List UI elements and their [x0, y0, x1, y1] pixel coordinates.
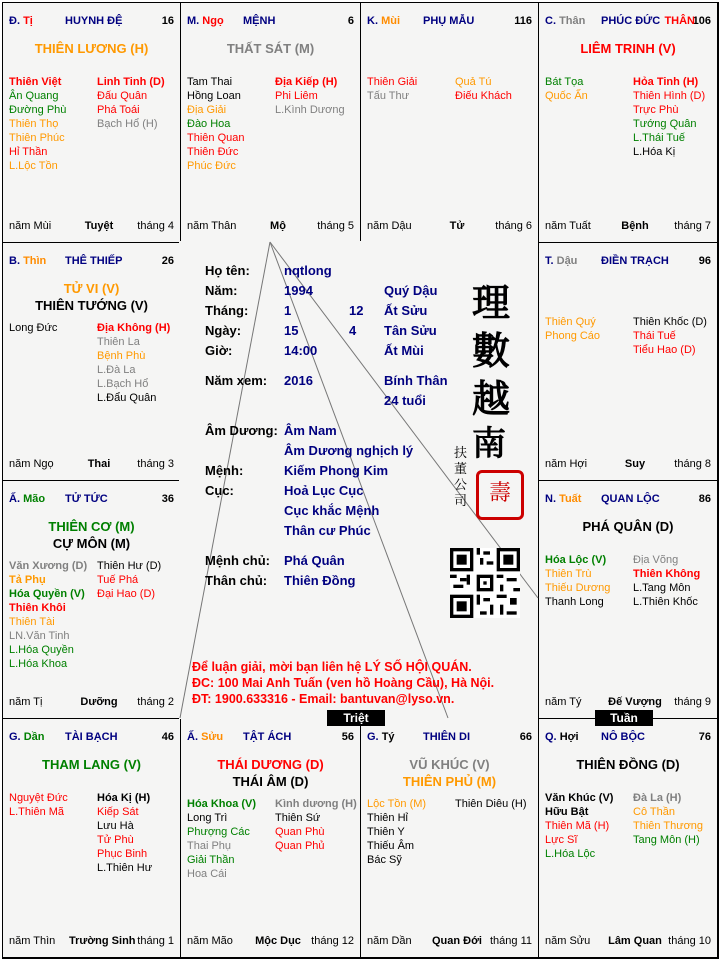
- minor-star: Tam Thai: [187, 76, 233, 88]
- palace-name: HUYNH ĐỆ: [65, 15, 123, 27]
- minor-star: Thiên Việt: [9, 76, 62, 88]
- palace-month: tháng 3: [137, 458, 174, 470]
- palace-branch: Tị: [23, 15, 33, 27]
- minor-star: Thiên Sứ: [275, 812, 321, 824]
- palace-life-stage: Đế Vượng: [608, 696, 662, 708]
- calligraphy-side-char: 扶: [454, 446, 468, 461]
- minor-star: Hóa Lộc (V): [545, 554, 607, 566]
- minor-star: Địa Võng: [633, 554, 679, 566]
- palace-month: tháng 6: [495, 220, 532, 232]
- palace-life-stage: Mộc Dục: [255, 935, 301, 947]
- day-lunar: Tân Sửu: [384, 323, 437, 338]
- palace-major-limit: 36: [161, 493, 174, 505]
- palace-month: tháng 12: [311, 935, 354, 947]
- minor-star: L.Thái Tuế: [633, 132, 685, 144]
- main-star: THAM LANG (V): [42, 757, 141, 772]
- minor-star: L.Đẩu Quân: [97, 392, 157, 404]
- name-value: nqtlong: [284, 263, 332, 278]
- minor-star: Thiếu Dương: [545, 582, 611, 594]
- palace-life-stage: Tuyệt: [84, 220, 114, 232]
- hour-lunar: Ất Mùi: [384, 343, 424, 358]
- palace-branch: Mão: [23, 493, 46, 505]
- month-lunar-num: 12: [349, 303, 364, 318]
- minor-star: Địa Giải: [187, 104, 227, 116]
- palace-branch: Ngọ: [202, 15, 224, 27]
- minor-star: Hỉ Thần: [9, 146, 48, 158]
- month-solar: 1: [284, 303, 292, 318]
- palace-year: năm Dậu: [367, 220, 412, 232]
- palace-name: NÔ BỘC: [601, 731, 645, 743]
- palace-stem-letter: Ấ.: [9, 493, 20, 505]
- minor-star: Trực Phù: [633, 104, 679, 116]
- palace-life-stage: Bệnh: [621, 220, 649, 232]
- minor-star: Thai Phụ: [187, 840, 232, 852]
- minor-star: LN.Văn Tinh: [9, 630, 70, 642]
- palace-year: năm Tuất: [545, 220, 591, 232]
- minor-star: Thiên Giải: [367, 76, 418, 88]
- palace-branch: Thân: [559, 15, 586, 27]
- calligraphy-char: 理: [472, 280, 511, 325]
- palace-branch: Dần: [23, 731, 45, 743]
- palace-name: QUAN LỘC: [601, 493, 660, 505]
- minor-star: Thiên Hỉ: [367, 812, 408, 824]
- main-star: THIÊN ĐỒNG (D): [576, 757, 680, 772]
- palace-year: năm Thìn: [9, 935, 56, 947]
- palace-major-limit: 46: [161, 731, 174, 743]
- palace-stem-letter: B.: [9, 255, 20, 267]
- palace-life-stage: Quan Đới: [432, 935, 482, 947]
- minor-star: Hữu Bật: [545, 806, 589, 818]
- main-star: THIÊN LƯƠNG (H): [34, 41, 149, 56]
- minor-star: Lộc Tồn (M): [367, 798, 427, 810]
- yinyang-value: Âm Nam: [284, 423, 337, 438]
- palace-year: năm Tý: [545, 696, 582, 708]
- minor-star: Quan Phù: [275, 826, 325, 838]
- minor-star: Thiên Diêu (H): [455, 798, 527, 810]
- minor-star: Kiếp Sát: [97, 806, 139, 818]
- palace-branch: Tý: [381, 731, 395, 743]
- palace-stem-letter: M.: [187, 15, 200, 27]
- palace-major-limit: 26: [161, 255, 174, 267]
- palace-major-limit: 106: [692, 15, 711, 27]
- palace-branch: Hợi: [559, 731, 579, 743]
- minor-star: Thiên Thương: [633, 820, 704, 832]
- minor-star: L.Thiên Hư: [97, 862, 153, 874]
- contact-line: Để luận giải, mời bạn liên hệ LÝ SỐ HỘI QUÁN.: [192, 660, 472, 674]
- month-lunar: Ất Sửu: [384, 303, 428, 318]
- palace-year: năm Tị: [9, 696, 43, 708]
- palace-stem-letter: G.: [367, 731, 379, 743]
- minor-star: Hóa Khoa (V): [187, 798, 257, 810]
- view-year: 2016: [284, 373, 313, 388]
- minor-star: Đường Phù: [9, 104, 67, 116]
- palace-month: tháng 4: [137, 220, 174, 232]
- minor-star: Điếu Khách: [455, 90, 512, 102]
- minor-star: Thiên Hình (D): [633, 90, 706, 102]
- minor-star: Phượng Các: [187, 826, 250, 838]
- minor-star: Tử Phù: [97, 834, 134, 846]
- palace-month: tháng 7: [674, 220, 711, 232]
- day-lunar-num: 4: [349, 323, 357, 338]
- minor-star: Thiên Quan: [187, 132, 245, 144]
- minor-star: Thiên Thọ: [9, 118, 59, 130]
- palace-life-stage: Suy: [624, 458, 646, 470]
- minor-star: Long Trì: [187, 812, 228, 824]
- palace-stem-letter: Đ.: [9, 15, 20, 27]
- cuc-note-1: Cục khắc Mệnh: [284, 503, 380, 518]
- minor-star: Thiên Quý: [545, 316, 596, 328]
- palace-branch: Tuất: [559, 493, 582, 505]
- palace-year: năm Dần: [367, 935, 412, 947]
- calligraphy-char: 越: [472, 376, 511, 421]
- minor-star: Quả Tú: [455, 76, 492, 88]
- main-star: THIÊN CƠ (M): [48, 519, 135, 534]
- minor-star: Thanh Long: [545, 596, 604, 608]
- minor-star: Lưu Hà: [97, 820, 134, 832]
- palace-name: PHÚC ĐỨC: [601, 15, 661, 27]
- contact-phone-email[interactable]: ĐT: 1900.633316 - Email: bantuvan@lyso.vn.: [192, 692, 455, 706]
- minor-star: Địa Không (H): [97, 322, 171, 334]
- palace-stem-letter: N.: [545, 493, 556, 505]
- minor-star: Thiên Khôi: [9, 602, 66, 614]
- minor-star: L.Hóa Kị: [633, 146, 676, 158]
- minor-star: Linh Tinh (D): [97, 76, 165, 88]
- minor-star: Thiên Hư (D): [97, 560, 162, 572]
- minor-star: L.Tang Môn: [633, 582, 691, 594]
- palace-name: MỆNH: [243, 15, 276, 27]
- minor-star: Thiên Tài: [9, 616, 55, 628]
- than-chu-value: Thiên Đồng: [284, 573, 356, 588]
- cuc-note-2: Thân cư Phúc: [284, 523, 371, 538]
- minor-star: Lực Sĩ: [545, 834, 578, 846]
- palace-life-stage: Lâm Quan: [608, 935, 662, 947]
- palace-branch: Sửu: [201, 731, 224, 743]
- minor-star: L.Lộc Tồn: [9, 160, 58, 172]
- palace-month: tháng 2: [137, 696, 174, 708]
- minor-star: Cô Thần: [633, 806, 675, 818]
- palace-name: TÀI BẠCH: [65, 731, 118, 743]
- minor-star: Thiên Y: [367, 826, 405, 838]
- main-star: LIÊM TRINH (V): [580, 41, 676, 56]
- palace-life-stage: Dưỡng: [80, 696, 118, 708]
- palace-name: TỬ TỨC: [65, 493, 108, 505]
- minor-star: Tiểu Hao (D): [633, 344, 696, 356]
- palace-life-stage: Trường Sinh: [69, 935, 136, 947]
- palace-major-limit: 66: [519, 731, 532, 743]
- minor-star: L.Bạch Hổ: [97, 378, 149, 390]
- menh-chu-value: Phá Quân: [284, 553, 345, 568]
- minor-star: Phục Binh: [97, 848, 148, 860]
- minor-star: Bệnh Phù: [97, 350, 146, 362]
- palace-name: THÊ THIẾP: [65, 255, 123, 267]
- triet-marker: Triệt: [327, 710, 385, 726]
- menh-chu-label: Mệnh chủ:: [205, 553, 270, 568]
- minor-star: Phong Cáo: [545, 330, 601, 342]
- minor-star: Nguyệt Đức: [9, 792, 68, 804]
- palace-branch: Thìn: [23, 255, 47, 267]
- palace-major-limit: 56: [341, 731, 354, 743]
- palace-stem-letter: Ấ.: [187, 731, 198, 743]
- main-star: THIÊN TƯỚNG (V): [35, 298, 148, 313]
- minor-star: Thiên Đức: [187, 146, 239, 158]
- minor-star: Hoa Cái: [187, 868, 227, 880]
- palace-major-limit: 16: [161, 15, 174, 27]
- minor-star: Văn Khúc (V): [545, 792, 614, 804]
- palace-name: ĐIỀN TRẠCH: [601, 255, 669, 267]
- year-lunar: Quý Dậu: [384, 283, 438, 298]
- main-star: VŨ KHÚC (V): [409, 757, 490, 772]
- hour-value: 14:00: [284, 343, 318, 358]
- minor-star: Thiên Không: [633, 568, 701, 580]
- minor-star: Hồng Loan: [187, 90, 241, 102]
- main-star: TỬ VI (V): [63, 281, 120, 296]
- minor-star: Phúc Đức: [187, 160, 236, 172]
- yinyang-label: Âm Dương:: [205, 423, 278, 438]
- palace-stem-letter: Q.: [545, 731, 557, 743]
- tuan-marker: Tuần: [595, 710, 653, 726]
- year-label: Năm:: [205, 283, 238, 298]
- minor-star: L.Kình Dương: [275, 104, 345, 116]
- palace-month: tháng 9: [674, 696, 711, 708]
- minor-star: Địa Kiếp (H): [275, 76, 338, 88]
- cuc-value: Hoả Lục Cục: [284, 483, 364, 498]
- main-star: THẤT SÁT (M): [226, 41, 315, 56]
- minor-star: L.Thiên Mã: [9, 806, 65, 818]
- minor-star: Tuế Phá: [97, 574, 139, 586]
- minor-star: Ân Quang: [9, 90, 59, 102]
- palace-month: tháng 11: [489, 935, 532, 947]
- minor-star: L.Hóa Quyền: [9, 644, 74, 656]
- minor-star: Bát Tọa: [545, 76, 584, 88]
- minor-star: Thiên Phúc: [9, 132, 65, 144]
- calligraphy-char: 數: [472, 328, 511, 373]
- day-label: Ngày:: [205, 323, 242, 338]
- minor-star: Hóa Quyền (V): [9, 588, 85, 600]
- palace-branch: Mùi: [381, 15, 401, 27]
- minor-star: Thiên La: [97, 336, 140, 348]
- minor-star: L.Đà La: [97, 364, 136, 376]
- main-star: PHÁ QUÂN (D): [582, 519, 674, 534]
- minor-star: Quan Phủ: [275, 840, 325, 852]
- main-star: CỰ MÔN (M): [52, 536, 131, 551]
- minor-star: Đại Hao (D): [97, 588, 156, 600]
- palace-stem-letter: G.: [9, 731, 21, 743]
- minor-star: Thái Tuế: [633, 330, 676, 342]
- palace-stem-letter: K.: [367, 15, 378, 27]
- palace-major-limit: 96: [698, 255, 711, 267]
- minor-star: Thiên Mã (H): [545, 820, 610, 832]
- palace-major-limit: 86: [698, 493, 711, 505]
- palace-year: năm Ngọ: [9, 458, 54, 470]
- month-label: Tháng:: [205, 303, 249, 318]
- palace-major-limit: 76: [698, 731, 711, 743]
- palace-stem-letter: C.: [545, 15, 556, 27]
- minor-star: Tang Môn (H): [633, 834, 700, 846]
- minor-star: Đấu Quân: [97, 90, 148, 102]
- palace-life-stage: Mộ: [270, 220, 286, 232]
- palace-major-limit: 6: [347, 15, 354, 27]
- main-star: THIÊN PHỦ (M): [402, 774, 497, 789]
- contact-address: ĐC: 100 Mai Anh Tuấn (ven hồ Hoàng Cầu), Hà Nội.: [192, 676, 495, 690]
- minor-star: Bạch Hổ (H): [97, 118, 158, 130]
- palace-month: tháng 1: [137, 935, 174, 947]
- view-year-label: Năm xem:: [205, 373, 268, 388]
- palace-month: tháng 10: [668, 935, 711, 947]
- day-solar: 15: [284, 323, 299, 338]
- hour-label: Giờ:: [205, 343, 233, 358]
- palace-month: tháng 5: [317, 220, 354, 232]
- view-year-lunar: Bính Thân: [384, 373, 448, 388]
- minor-star: Kình dương (H): [275, 798, 357, 810]
- palace-life-stage: Tử: [449, 220, 465, 232]
- palace-year: năm Hợi: [545, 458, 588, 470]
- minor-star: L.Hóa Lộc: [545, 848, 596, 860]
- minor-star: Hỏa Tinh (H): [633, 76, 699, 88]
- qr-code[interactable]: [450, 548, 520, 618]
- palace-major-limit: 116: [514, 15, 532, 27]
- palace-stem-letter: T.: [545, 255, 554, 267]
- yinyang-note: Âm Dương nghịch lý: [284, 443, 414, 458]
- minor-star: Tấu Thư: [367, 90, 410, 102]
- calligraphy-side-char: 董: [454, 462, 468, 477]
- minor-star: Phi Liêm: [275, 90, 318, 102]
- calligraphy-char: 南: [472, 424, 506, 464]
- minor-star: Long Đức: [9, 322, 58, 334]
- minor-star: Tướng Quân: [633, 118, 697, 130]
- minor-star: Đà La (H): [633, 792, 682, 804]
- minor-star: Thiên Trù: [545, 568, 592, 580]
- palace-name: PHỤ MẪU: [423, 15, 475, 27]
- name-label: Họ tên:: [205, 263, 250, 278]
- minor-star: Quốc Ấn: [545, 90, 588, 102]
- age: 24 tuổi: [384, 393, 426, 408]
- minor-star: Tả Phụ: [9, 574, 46, 586]
- palace-year: năm Mão: [187, 935, 233, 947]
- minor-star: Thiên Khốc (D): [633, 316, 707, 328]
- minor-star: Bác Sỹ: [367, 854, 402, 866]
- minor-star: Giải Thần: [187, 854, 235, 866]
- minor-star: Thiếu Âm: [367, 840, 415, 852]
- main-star: THÁI ÂM (D): [232, 774, 309, 789]
- palace-name: TẬT ÁCH: [243, 731, 292, 743]
- calligraphy-side-char: 公: [454, 478, 468, 493]
- year-solar: 1994: [284, 283, 313, 298]
- minor-star: L.Thiên Khốc: [633, 596, 698, 608]
- than-marker: THÂN: [664, 15, 695, 27]
- minor-star: Văn Xương (D): [9, 560, 88, 572]
- palace-year: năm Mùi: [9, 220, 52, 232]
- palace-branch: Dậu: [556, 255, 578, 267]
- minor-star: L.Hóa Khoa: [9, 658, 68, 670]
- palace-month: tháng 8: [674, 458, 711, 470]
- minor-star: Hóa Kị (H): [97, 792, 151, 804]
- palace-life-stage: Thai: [87, 458, 111, 470]
- menh-value: Kiếm Phong Kim: [284, 463, 389, 478]
- palace-name: THIÊN DI: [423, 731, 471, 743]
- red-seal-stamp: 壽: [476, 470, 524, 520]
- menh-label: Mệnh:: [205, 463, 244, 478]
- calligraphy-side-char: 司: [454, 494, 468, 509]
- minor-star: Phá Toái: [97, 104, 140, 116]
- palace-year: năm Thân: [187, 220, 237, 232]
- minor-star: Đào Hoa: [187, 118, 231, 130]
- cuc-label: Cục:: [205, 483, 234, 498]
- than-chu-label: Thân chủ:: [205, 573, 268, 588]
- palace-year: năm Sửu: [545, 935, 591, 947]
- main-star: THÁI DƯƠNG (D): [217, 757, 324, 772]
